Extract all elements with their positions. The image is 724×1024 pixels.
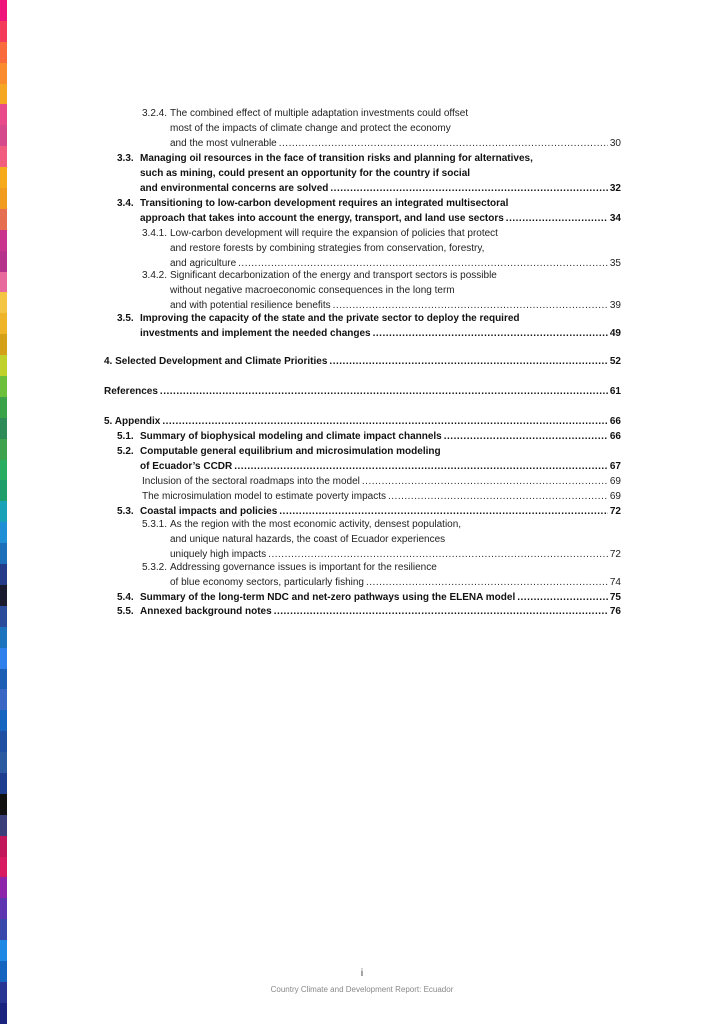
toc-title-line: Annexed background notes [140, 606, 272, 617]
toc-title-line: Summary of the long-term NDC and net-zero pathways using the ELENA model [140, 592, 516, 603]
toc-title-line: As the region with the most economic activity, densest population, [170, 519, 462, 530]
toc-title-line: of blue economy sectors, particularly fishing [170, 577, 364, 588]
toc-page-number: 72 [609, 549, 621, 560]
footer-page-number: i [360, 968, 364, 979]
toc-number: 5.3.1. [142, 519, 168, 530]
leader-dots [506, 211, 608, 226]
toc-page-number: 72 [609, 506, 621, 517]
toc-page-number: 52 [609, 356, 621, 367]
toc-title-line: Selected Development and Climate Priorities [115, 356, 328, 367]
toc-page-number: 69 [609, 491, 621, 502]
toc-entry-3-4-2[interactable] [142, 268, 621, 313]
toc-number: 5.3.2. [142, 562, 168, 573]
toc-title-line: Transitioning to low-carbon development requires an integrated multisectoral [140, 198, 509, 209]
toc-number: 5.3. [117, 506, 134, 517]
leader-dots [517, 590, 608, 605]
toc-page-number: 74 [609, 577, 621, 588]
toc-entry-microsimulation[interactable] [142, 489, 621, 504]
toc-title-line: of Ecuador’s CCDR [140, 461, 233, 472]
toc-title-line: Appendix [114, 416, 161, 427]
toc-title-line: such as mining, could present an opportunity for the country if social [140, 168, 471, 179]
leader-dots [160, 384, 608, 399]
toc-entry-3-4-1[interactable] [142, 226, 621, 271]
toc-entry-4[interactable] [104, 354, 621, 369]
footer-report-title: Country Climate and Development Report: Ecuador [270, 985, 454, 994]
toc-number: 3.4.1. [142, 228, 168, 239]
toc-number: 5.1. [117, 431, 134, 442]
toc-page-number: 66 [609, 416, 621, 427]
toc-entry-references[interactable] [104, 384, 621, 399]
toc-page-number: 75 [609, 592, 621, 603]
toc-title-line: Significant decarbonization of the energy and transport sectors is possible [170, 270, 497, 281]
toc-entry-5-1[interactable] [117, 429, 621, 444]
toc-title-line: References [104, 386, 158, 397]
leader-dots [329, 354, 607, 369]
toc-title-line: Summary of biophysical modeling and climate impact channels [140, 431, 442, 442]
toc-number: 5.2. [117, 446, 134, 457]
toc-number: 4. [104, 356, 113, 367]
toc-title-line: Addressing governance issues is important for the resilience [170, 562, 437, 573]
toc-entry-3-3[interactable] [117, 151, 621, 196]
toc-number: 5.4. [117, 592, 134, 603]
toc-number: 5.5. [117, 606, 134, 617]
leader-dots [373, 326, 608, 341]
toc-entry-5-3-2[interactable] [142, 560, 621, 590]
toc-title-line: investments and implement the needed changes [140, 328, 371, 339]
leader-dots [234, 459, 608, 474]
toc-page-number: 76 [609, 606, 621, 617]
toc-page-number: 35 [609, 258, 621, 269]
toc-title-line: Computable general equilibrium and microsimulation modeling [140, 446, 441, 457]
toc-title-line: The microsimulation model to estimate poverty impacts [142, 491, 386, 502]
toc-entry-5-3-1[interactable] [142, 517, 621, 562]
toc-page-number: 66 [609, 431, 621, 442]
leader-dots [330, 181, 607, 196]
toc-entry-inclusion-roadmaps[interactable] [142, 474, 621, 489]
toc-title-line: without negative macroeconomic consequences in the long term [170, 285, 455, 296]
toc-number: 3.4.2. [142, 270, 168, 281]
toc-entry-3-4[interactable] [117, 196, 621, 226]
toc-number: 3.5. [117, 313, 134, 324]
toc-number: 3.4. [117, 198, 134, 209]
toc-number: 3.2.4. [142, 108, 168, 119]
toc-title-line: uniquely high impacts [170, 549, 267, 560]
toc-title-line: Improving the capacity of the state and the private sector to deploy the required [140, 313, 520, 324]
toc-number: 5. [104, 416, 113, 427]
toc-page-number: 49 [609, 328, 621, 339]
leader-dots [444, 429, 608, 444]
toc-page-number: 34 [609, 213, 621, 224]
toc-title-line: and unique natural hazards, the coast of Ecuador experiences [170, 534, 446, 545]
toc-title-line: and restore forests by combining strategies from conservation, forestry, [170, 243, 485, 254]
leader-dots [279, 136, 608, 151]
toc-entry-5-2[interactable] [117, 444, 621, 474]
toc-title-line: and the most vulnerable [170, 138, 277, 149]
toc-entry-5-4[interactable] [117, 590, 621, 605]
toc-entry-3-2-4[interactable] [142, 106, 621, 151]
toc-title-line: Inclusion of the sectoral roadmaps into the model [142, 476, 360, 487]
toc-title-line: and agriculture [170, 258, 237, 269]
toc-title-line: and with potential resilience benefits [170, 300, 331, 311]
toc-entry-3-5[interactable] [117, 311, 621, 341]
toc-title-line: Low-carbon development will require the expansion of policies that protect [170, 228, 498, 239]
toc-title-line: and environmental concerns are solved [140, 183, 329, 194]
toc-title-line: Coastal impacts and policies [140, 506, 278, 517]
toc-page-number: 32 [609, 183, 621, 194]
toc-entry-5[interactable] [104, 414, 621, 429]
toc-number: 3.3. [117, 153, 134, 164]
toc-page-number: 39 [609, 300, 621, 311]
leader-dots [362, 474, 608, 489]
toc-title-line: most of the impacts of climate change and protect the economy [170, 123, 451, 134]
toc-entry-5-5[interactable] [117, 604, 621, 619]
toc-page-number: 69 [609, 476, 621, 487]
toc-title-line: The combined effect of multiple adaptation investments could offset [170, 108, 469, 119]
toc-title-line: Managing oil resources in the face of transition risks and planning for alternatives, [140, 153, 533, 164]
leader-dots [388, 489, 608, 504]
leader-dots [274, 604, 608, 619]
leader-dots [366, 575, 608, 590]
toc-page-number: 30 [609, 138, 621, 149]
toc-title-line: approach that takes into account the energy, transport, and land use sectors [140, 213, 504, 224]
toc-page-number: 67 [609, 461, 621, 472]
toc-page-number: 61 [609, 386, 621, 397]
leader-dots [162, 414, 608, 429]
